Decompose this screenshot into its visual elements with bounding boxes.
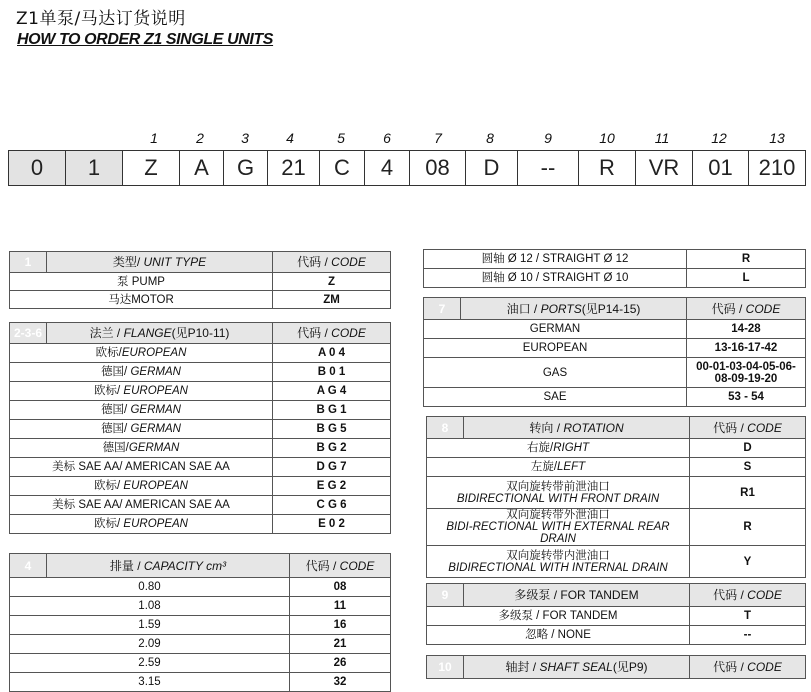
option-code: 13-16-17-42 — [687, 339, 806, 358]
code-box: G — [223, 150, 268, 186]
option-label: 马达MOTOR — [10, 291, 273, 309]
code-box: R — [578, 150, 636, 186]
option-code: ZM — [273, 291, 391, 309]
rotation-table — [426, 416, 806, 578]
option-label: 欧标/ EUROPEAN — [10, 382, 273, 401]
section-title: 油口 / PORTS(见P14-15) — [461, 298, 687, 320]
code-header: 代码 / CODE — [273, 252, 391, 273]
code-box: VR — [635, 150, 693, 186]
position-number: 5 — [337, 130, 345, 146]
section-number: 1 — [10, 252, 47, 273]
option-code: C G 6 — [273, 496, 391, 515]
option-code: D G 7 — [273, 458, 391, 477]
section-title: 轴封 / SHAFT SEAL(见P9) — [464, 656, 690, 679]
shaft-end-table — [423, 249, 806, 288]
option-code: 16 — [290, 616, 391, 635]
section-number: 2-3-6 — [10, 323, 47, 344]
option-label: 双向旋转带前泄油口 BIDIRECTIONAL WITH FRONT DRAIN — [427, 477, 690, 509]
option-label: 欧标/ EUROPEAN — [10, 477, 273, 496]
shaft-seal-table — [426, 655, 806, 679]
option-code: A 0 4 — [273, 344, 391, 363]
code-box: A — [179, 150, 224, 186]
code-header: 代码 / CODE — [273, 323, 391, 344]
ports-table — [423, 297, 806, 407]
option-code: B 0 1 — [273, 363, 391, 382]
code-header: 代码 / CODE — [690, 584, 806, 607]
option-code: B G 1 — [273, 401, 391, 420]
option-code: 14-28 — [687, 320, 806, 339]
option-code: D — [690, 439, 806, 458]
position-number: 1 — [150, 130, 158, 146]
section-number: 7 — [424, 298, 461, 320]
option-code: B G 2 — [273, 439, 391, 458]
capacity-value: 2.59 — [10, 654, 290, 673]
section-number: 10 — [427, 656, 464, 679]
code-box: 21 — [267, 150, 320, 186]
option-label: 忽略 / NONE — [427, 626, 690, 645]
capacity-value: 1.08 — [10, 597, 290, 616]
position-number: 11 — [654, 130, 670, 146]
code-header: 代码 / CODE — [290, 554, 391, 578]
capacity-value: 1.59 — [10, 616, 290, 635]
option-code: R — [687, 250, 806, 269]
option-label: 欧标/EUROPEAN — [10, 344, 273, 363]
option-code: E G 2 — [273, 477, 391, 496]
code-header: 代码 / CODE — [690, 417, 806, 439]
capacity-value: 0.80 — [10, 578, 290, 597]
code-box: 210 — [748, 150, 806, 186]
position-number: 4 — [286, 130, 294, 146]
code-box: -- — [517, 150, 579, 186]
code-header: 代码 / CODE — [690, 656, 806, 679]
option-code: L — [687, 269, 806, 288]
option-label: 左旋/LEFT — [427, 458, 690, 477]
section-title: 法兰 / FLANGE(见P10-11) — [47, 323, 273, 344]
option-label: 双向旋转带内泄油口 BIDIRECTIONAL WITH INTERNAL DRAIN — [427, 546, 690, 578]
section-title: 多级泵 / FOR TANDEM — [464, 584, 690, 607]
option-label: SAE — [424, 388, 687, 407]
code-box: 4 — [364, 150, 410, 186]
section-title: 排量 / CAPACITY cm³ — [47, 554, 290, 578]
flange-table — [9, 322, 391, 534]
option-label: 圆轴 Ø 10 / STRAIGHT Ø 10 — [424, 269, 687, 288]
option-code: 08 — [290, 578, 391, 597]
page-title-cn: Z1单泵/马达订货说明 — [16, 9, 186, 29]
capacity-table — [9, 553, 391, 692]
option-label: 双向旋转带外泄油口 BIDI-RECTIONAL WITH EXTERNAL REAR DRAIN — [427, 509, 690, 546]
option-label: 美标 SAE AA/ AMERICAN SAE AA — [10, 496, 273, 515]
option-code: Z — [273, 273, 391, 291]
option-code: 32 — [290, 673, 391, 692]
position-number: 8 — [486, 130, 494, 146]
position-number: 9 — [544, 130, 552, 146]
option-code: R — [690, 509, 806, 546]
option-code: E 0 2 — [273, 515, 391, 534]
option-code: S — [690, 458, 806, 477]
section-number: 4 — [10, 554, 47, 578]
section-title: 类型/ UNIT TYPE — [47, 252, 273, 273]
option-label: EUROPEAN — [424, 339, 687, 358]
position-number: 12 — [711, 130, 727, 146]
option-label: GAS — [424, 358, 687, 388]
code-box: C — [319, 150, 365, 186]
capacity-value: 2.09 — [10, 635, 290, 654]
code-box: 0 — [8, 150, 66, 186]
code-header: 代码 / CODE — [687, 298, 806, 320]
option-code: 00-01-03-04-05-06-08-09-19-20 — [687, 358, 806, 388]
code-box: 08 — [409, 150, 466, 186]
position-number: 2 — [196, 130, 204, 146]
option-code: 53 - 54 — [687, 388, 806, 407]
option-label: 德国/GERMAN — [10, 439, 273, 458]
option-code: 26 — [290, 654, 391, 673]
unit-type-table — [9, 251, 391, 309]
page-title-en: HOW TO ORDER Z1 SINGLE UNITS — [17, 31, 274, 48]
option-label: 德国/ GERMAN — [10, 363, 273, 382]
section-number: 9 — [427, 584, 464, 607]
tandem-table — [426, 583, 806, 645]
code-box: D — [465, 150, 518, 186]
option-code: 21 — [290, 635, 391, 654]
option-label: 圆轴 Ø 12 / STRAIGHT Ø 12 — [424, 250, 687, 269]
position-number: 3 — [241, 130, 249, 146]
option-code: -- — [690, 626, 806, 645]
option-code: 11 — [290, 597, 391, 616]
option-label: 泵 PUMP — [10, 273, 273, 291]
option-label: 多级泵 / FOR TANDEM — [427, 607, 690, 626]
option-code: Y — [690, 546, 806, 578]
option-code: B G 5 — [273, 420, 391, 439]
position-number: 7 — [434, 130, 442, 146]
section-title: 转向 / ROTATION — [464, 417, 690, 439]
option-label: 欧标/ EUROPEAN — [10, 515, 273, 534]
option-label: 右旋/RIGHT — [427, 439, 690, 458]
option-code: R1 — [690, 477, 806, 509]
code-box: 01 — [692, 150, 749, 186]
position-number: 10 — [599, 130, 615, 146]
option-label: 德国/ GERMAN — [10, 420, 273, 439]
option-label: 德国/ GERMAN — [10, 401, 273, 420]
position-number: 6 — [383, 130, 391, 146]
capacity-value: 3.15 — [10, 673, 290, 692]
position-number: 13 — [769, 130, 785, 146]
section-number: 8 — [427, 417, 464, 439]
code-box: Z — [122, 150, 180, 186]
option-code: A G 4 — [273, 382, 391, 401]
option-label: 美标 SAE AA/ AMERICAN SAE AA — [10, 458, 273, 477]
code-box: 1 — [65, 150, 123, 186]
option-label: GERMAN — [424, 320, 687, 339]
option-code: T — [690, 607, 806, 626]
